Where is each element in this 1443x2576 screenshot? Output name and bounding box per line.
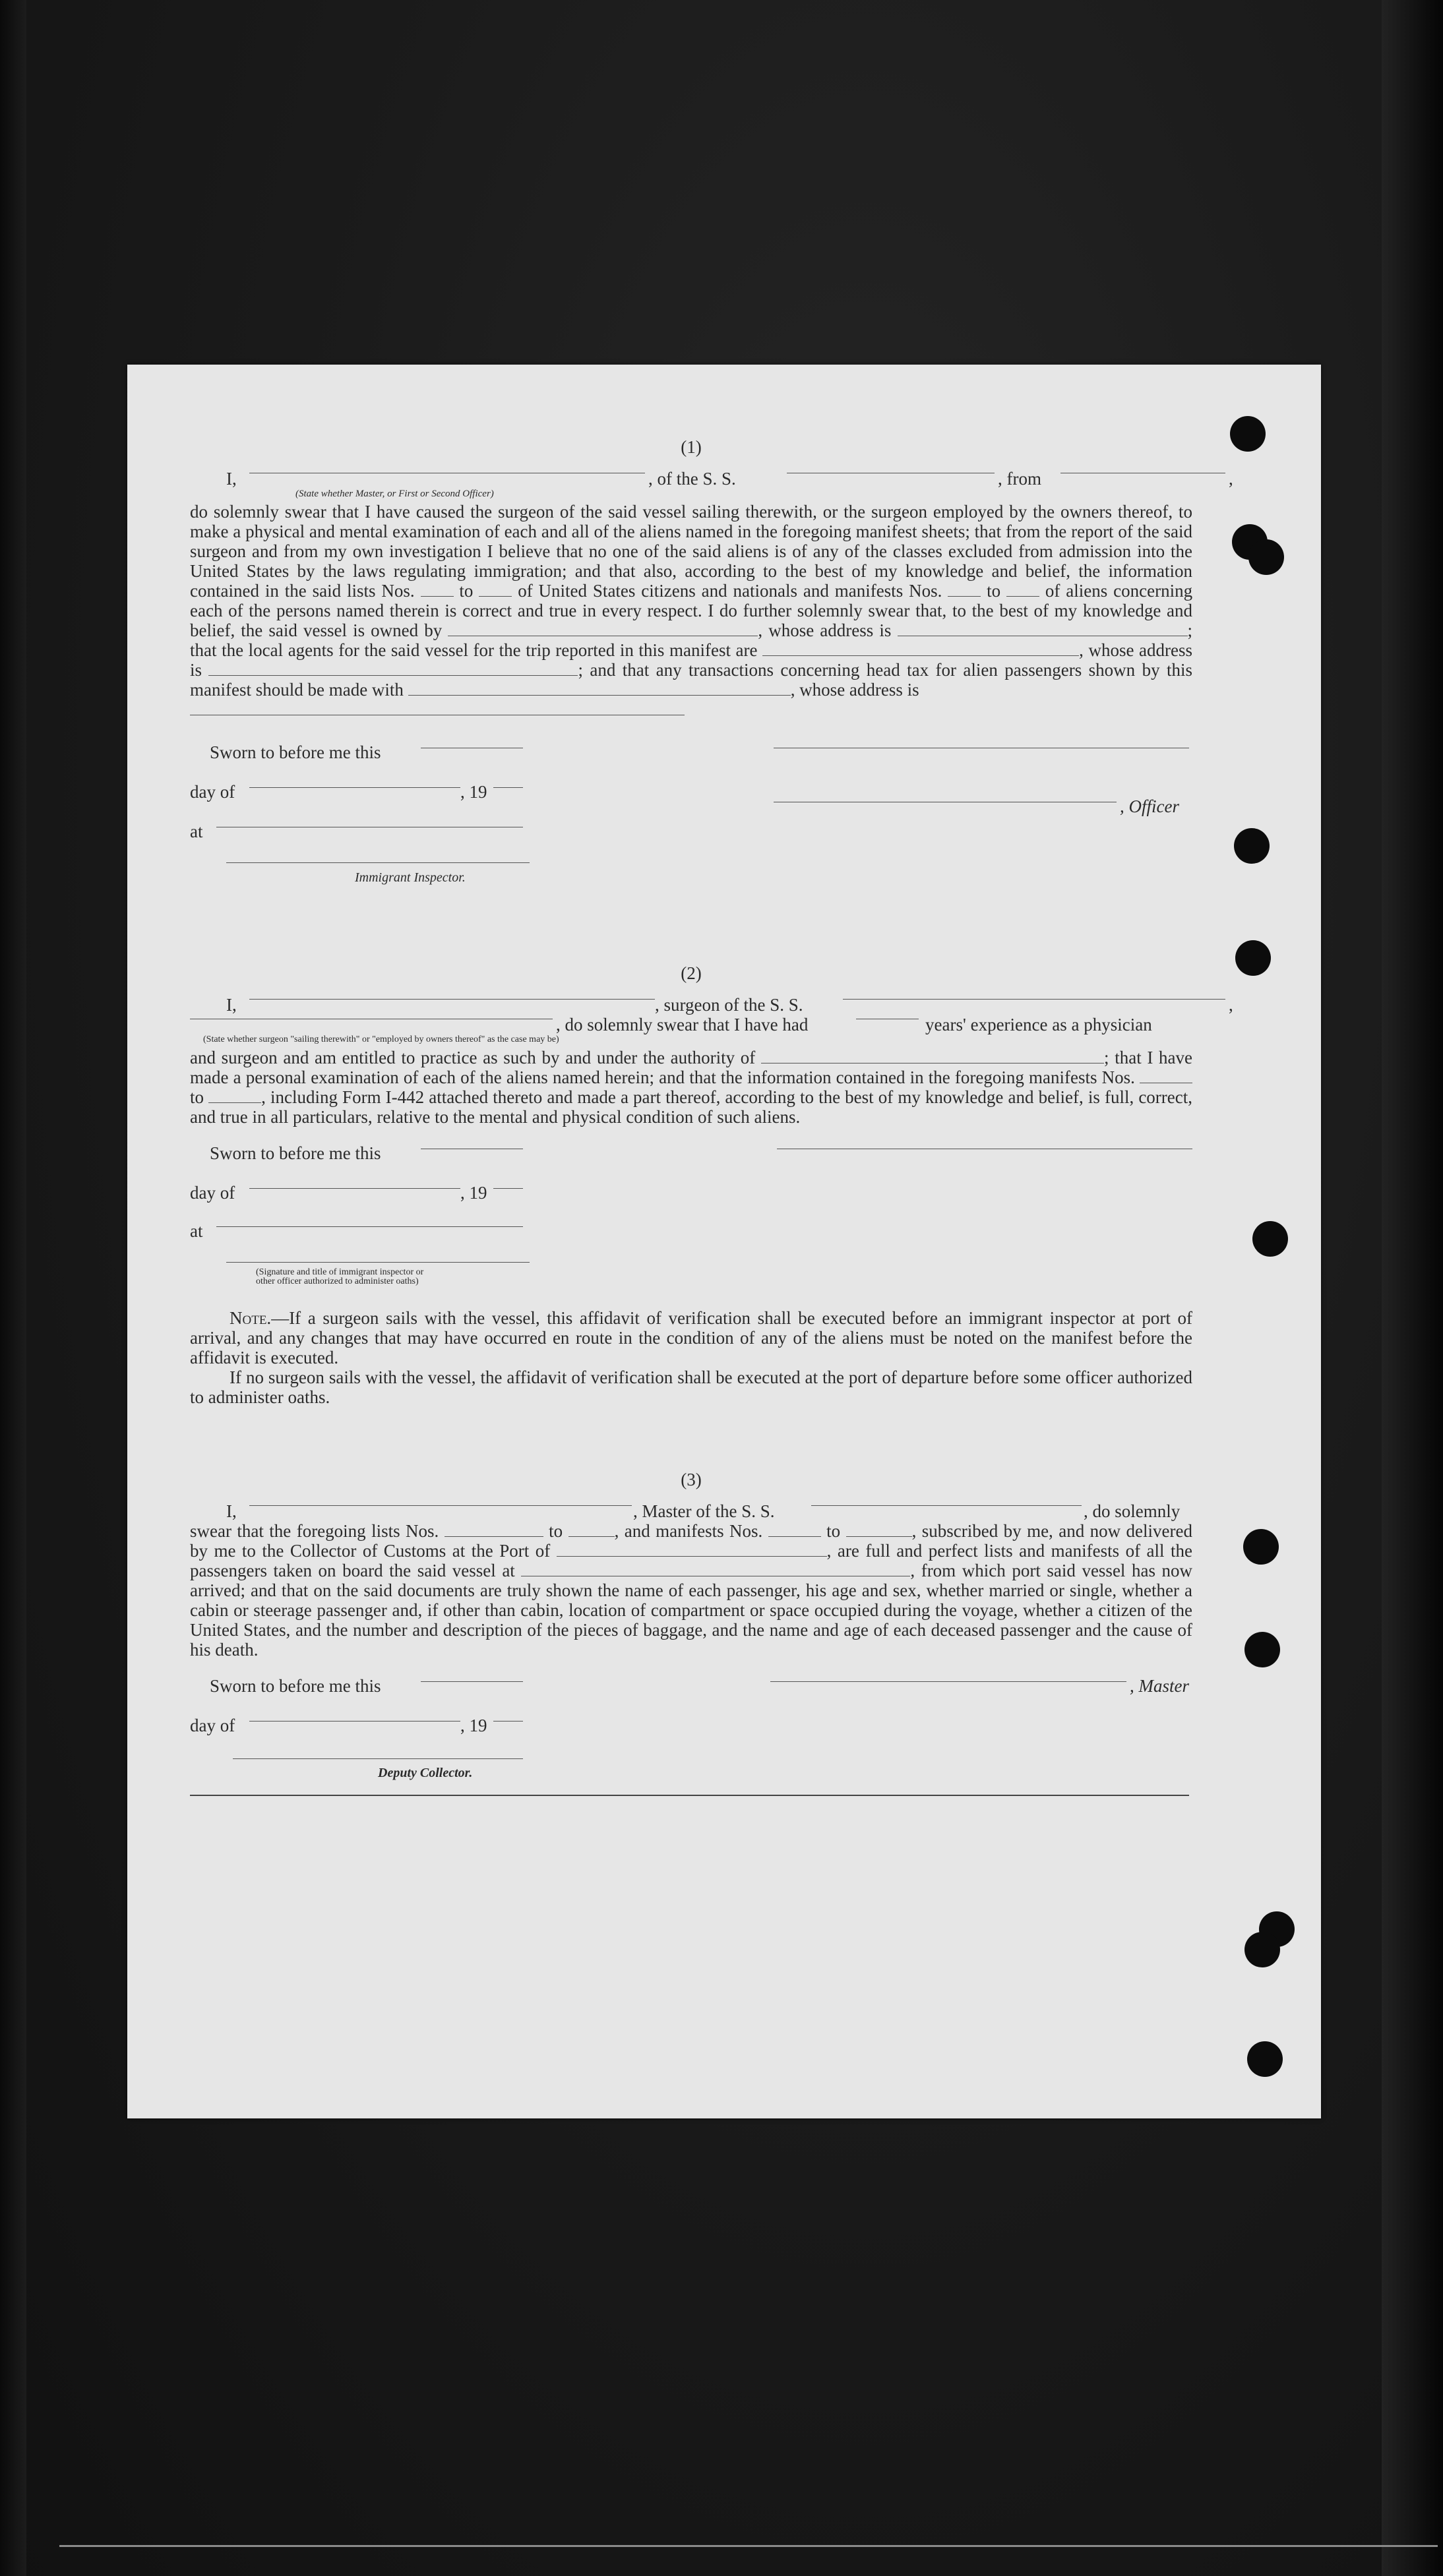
s1-of-ss-label: , of the S. S. bbox=[648, 469, 736, 489]
punch-hole bbox=[1244, 1932, 1280, 1967]
s3-body-text-2: delivered by me to the Collector of Customs at the Port of bbox=[190, 1521, 1192, 1561]
s2-body-text-2: that I have made a personal examination of each of the aliens named herein; and that the information contained in the foregoing manifests Nos. bbox=[190, 1048, 1193, 1087]
s2-sworn-label: Sworn to before me this bbox=[210, 1143, 381, 1163]
s1-year-label: , 19 bbox=[460, 782, 487, 802]
s1-lists-from-field[interactable] bbox=[421, 582, 454, 597]
s3-full-label: , are full and perfect lists and bbox=[826, 1541, 1045, 1561]
punch-hole bbox=[1244, 1632, 1280, 1667]
s2-day-of-label: day of bbox=[190, 1183, 235, 1203]
s1-lists-to-field[interactable] bbox=[479, 582, 512, 597]
s1-at-label: at bbox=[190, 822, 203, 841]
s3-master-of-label: , Master of the S. S. bbox=[633, 1501, 775, 1521]
s1-day-of-label: day of bbox=[190, 782, 235, 802]
s3-body-text-4: port said vessel has now arrived; and that on the said documents are truly shown the name of each passenger, his age and sex, whether married or single, whether a cabin or steerage passenger and, if other than cabin, location of compartment or space occupied during the voyage, whether a citizen of the United States, and the number and description of the pieces of baggage, and the name and age of each deceased passenger and the cause of his death. bbox=[190, 1561, 1193, 1660]
s3-lists-from-field[interactable] bbox=[445, 1522, 543, 1537]
s1-semicolon: ; bbox=[1187, 620, 1193, 640]
film-edge-right bbox=[1382, 0, 1443, 2576]
s1-manifests-from-field[interactable] bbox=[948, 582, 981, 597]
s2-sig-note-1: (Signature and title of immigrant inspector or bbox=[256, 1267, 424, 1277]
s1-owner-field[interactable] bbox=[448, 621, 758, 636]
s1-body-text-5: whose address is bbox=[190, 640, 1193, 680]
s2-swear-label: , do solemnly swear that I have had bbox=[556, 1015, 809, 1034]
punch-hole bbox=[1247, 2041, 1283, 2077]
film-bottom-line bbox=[59, 2545, 1438, 2547]
s2-to-label: to bbox=[190, 1087, 204, 1107]
manifest-page bbox=[127, 365, 1321, 2118]
s1-body-text: do solemnly swear that I have caused the surgeon of the said vessel sailing therewith, or the surgeon employed by the owners thereof, to make a physical and mental examination of each and all of the aliens named in the foregoing manifest sheets; that from the report of the said surgeon and from my own investigation I believe that no one of the said aliens is of any of the classes excluded from admission into the United States by the laws regulating immigration; and that also, according to the best of my knowledge and belief, the information contained in the said lists Nos. bbox=[190, 502, 1192, 601]
s3-master-name-field[interactable] bbox=[249, 1505, 632, 1506]
section-2-title: (2) bbox=[681, 963, 702, 983]
s1-body-text-3: of aliens concerning each of the persons named therein is correct and true in every respect. I do further solemnly swear that, to the best of my knowledge and belief, the said vessel is owned by bbox=[190, 581, 1193, 640]
s1-i-label: I, bbox=[226, 469, 237, 489]
s3-to-label-2: to bbox=[826, 1521, 841, 1541]
s2-at-field[interactable] bbox=[216, 1226, 523, 1227]
s3-manifests-to-field[interactable] bbox=[846, 1522, 912, 1537]
s2-body-text: and surgeon and am entitled to practice as such by and under the authority of bbox=[190, 1048, 756, 1067]
s1-to-label: to bbox=[459, 581, 474, 601]
s2-year-label: , 19 bbox=[460, 1183, 487, 1203]
s3-i-label: I, bbox=[226, 1501, 237, 1521]
s2-note-2: If no surgeon sails with the vessel, the affidavit of verification shall be executed at the port of departure before some officer authorized to administer oaths. bbox=[190, 1367, 1192, 1407]
s3-line-1 bbox=[190, 1501, 1192, 1521]
s2-line-2 bbox=[190, 1015, 1192, 1034]
s1-line-1 bbox=[190, 469, 1233, 489]
s3-manifests-label: , and manifests Nos. bbox=[614, 1521, 763, 1541]
s2-signature-block bbox=[190, 1143, 1192, 1308]
s2-years-label: years' experience as a physician bbox=[925, 1015, 1152, 1034]
s3-subscribed-label: , subscribed by me, and now bbox=[911, 1521, 1121, 1541]
s1-comma-2: , bbox=[1079, 640, 1084, 660]
s2-surgeon-of-label: , surgeon of the S. S. bbox=[655, 995, 803, 1015]
s3-master-label: , Master bbox=[1130, 1676, 1189, 1696]
punch-hole bbox=[1235, 940, 1271, 976]
s2-surgeon-name-field[interactable] bbox=[249, 999, 655, 1000]
s1-from-label: , from bbox=[998, 469, 1041, 489]
s2-surgeon-note: (State whether surgeon "sailing therewith" or "employed by owners thereof" as the case may be) bbox=[203, 1034, 559, 1044]
film-edge-left bbox=[0, 0, 26, 2576]
s2-line-1 bbox=[190, 995, 1233, 1015]
s3-sworn-day-field[interactable] bbox=[421, 1681, 523, 1682]
s3-master-sig-line[interactable] bbox=[770, 1681, 1126, 1682]
s3-sworn-label: Sworn to before me this bbox=[210, 1676, 381, 1696]
s1-body bbox=[190, 502, 1192, 719]
s1-body-text-4: that the local agents for the said vessel for the trip reported in this manifest are bbox=[190, 640, 758, 660]
s2-i-label: I, bbox=[226, 995, 237, 1015]
bottom-rule bbox=[190, 1795, 1189, 1796]
s2-body bbox=[190, 1048, 1192, 1127]
s1-inspector-sig-line[interactable] bbox=[226, 862, 530, 863]
s3-body-text-3: manifests of all the passengers taken on board the said vessel at bbox=[190, 1541, 1193, 1580]
s3-signature-block bbox=[190, 1676, 1192, 1788]
s2-note bbox=[190, 1308, 1192, 1367]
s1-head-tax-field[interactable] bbox=[408, 680, 791, 696]
s1-agents-address-field[interactable] bbox=[208, 661, 578, 676]
s1-to-label-2: to bbox=[987, 581, 1001, 601]
s2-vessel-field[interactable] bbox=[843, 999, 1225, 1000]
s1-body-text-2: of United States citizens and nationals and manifests Nos. bbox=[518, 581, 942, 601]
s3-manifests-from-field[interactable] bbox=[768, 1522, 821, 1537]
s2-year-field[interactable] bbox=[493, 1188, 523, 1189]
punch-hole bbox=[1248, 539, 1284, 575]
s1-head-tax-address-field[interactable] bbox=[190, 700, 685, 715]
s2-manifests-from-field[interactable] bbox=[1140, 1068, 1192, 1083]
s3-from-which-label: , from which bbox=[910, 1561, 1006, 1580]
s3-lists-to-field[interactable] bbox=[568, 1522, 615, 1537]
s3-day-of-field[interactable] bbox=[249, 1721, 460, 1722]
s1-sworn-label: Sworn to before me this bbox=[210, 742, 381, 762]
s1-day-of-field[interactable] bbox=[249, 787, 460, 788]
s2-at-label: at bbox=[190, 1221, 203, 1241]
s1-officer-note: (State whether Master, or First or Second Officer) bbox=[295, 489, 494, 499]
s1-year-field[interactable] bbox=[493, 787, 523, 788]
punch-hole bbox=[1234, 828, 1270, 864]
s2-semicolon: ; bbox=[1104, 1048, 1109, 1067]
s1-officer-label: , Officer bbox=[1120, 796, 1179, 816]
s3-port-field[interactable] bbox=[557, 1542, 827, 1557]
s3-body-text: swear that the foregoing lists Nos. bbox=[190, 1521, 439, 1541]
s3-day-of-label: day of bbox=[190, 1716, 235, 1735]
s1-body-text-7: , whose address is bbox=[790, 680, 919, 700]
s3-solemnly-label: , do solemnly bbox=[1084, 1501, 1181, 1521]
s3-year-label: , 19 bbox=[460, 1716, 487, 1735]
s1-comma: , bbox=[1229, 469, 1233, 489]
section-3-title: (3) bbox=[681, 1470, 702, 1489]
s2-note-text: —If a surgeon sails with the vessel, this affidavit of verification shall be executed before an immigrant inspector at port of arrival, and any changes that may have occurred en route in the condition of any of the aliens must be noted on the manifest before the affidavit is executed. bbox=[190, 1308, 1192, 1367]
s2-inspector-sig-line[interactable] bbox=[226, 1262, 530, 1263]
s3-collector-sig-line[interactable] bbox=[233, 1758, 523, 1759]
s1-owner-address-field[interactable] bbox=[898, 621, 1188, 636]
s2-day-of-field[interactable] bbox=[249, 1188, 460, 1189]
section-1-title: (1) bbox=[681, 437, 702, 457]
s1-manifests-to-field[interactable] bbox=[1006, 582, 1039, 597]
s3-deputy-label: Deputy Collector. bbox=[378, 1766, 473, 1780]
s3-vessel-field[interactable] bbox=[811, 1505, 1082, 1506]
form-content bbox=[190, 437, 1233, 1796]
s2-authority-field[interactable] bbox=[761, 1048, 1104, 1063]
s1-whose-address-label: , whose address is bbox=[758, 620, 892, 640]
s2-body-text-3: , including Form I-442 attached thereto and made a part thereof, according to the best of my knowledge and belief, is full, correct, and true in all particulars, relative to the mental and physical condition of such aliens. bbox=[190, 1087, 1193, 1127]
s3-year-field[interactable] bbox=[493, 1721, 523, 1722]
s3-body bbox=[190, 1521, 1192, 1660]
punch-hole bbox=[1252, 1221, 1288, 1257]
s3-boarding-port-field[interactable] bbox=[521, 1561, 910, 1576]
s3-to-label: to bbox=[549, 1521, 563, 1541]
s1-inspector-label: Immigrant Inspector. bbox=[355, 870, 466, 885]
punch-hole bbox=[1243, 1529, 1279, 1565]
s2-sig-note-2: other officer authorized to administer oaths) bbox=[256, 1276, 419, 1286]
s2-manifests-to-field[interactable] bbox=[208, 1088, 261, 1103]
punch-hole bbox=[1230, 416, 1266, 452]
s2-comma: , bbox=[1229, 995, 1233, 1015]
s2-note-label: Note. bbox=[230, 1308, 272, 1328]
s1-signature-block bbox=[190, 736, 1192, 934]
s1-body-text-6: ; and that any transactions concerning head tax for alien passengers shown by this manifest should be made with bbox=[190, 660, 1193, 700]
s1-agents-field[interactable] bbox=[762, 641, 1079, 656]
